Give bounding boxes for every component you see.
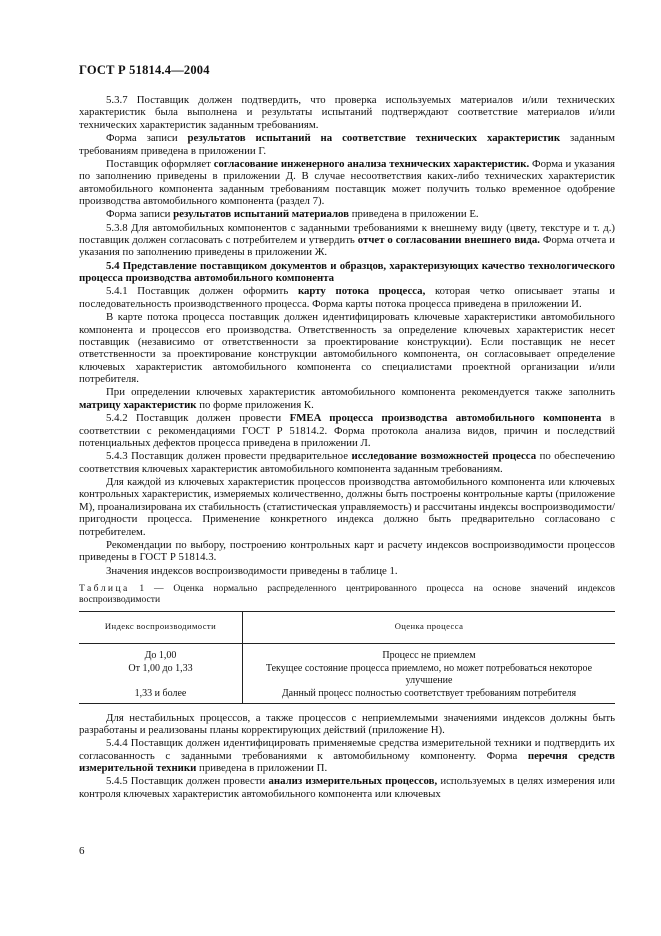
table-cell-index: До 1,00 [144, 649, 177, 661]
table-cell-index: 1,33 и более [79, 687, 243, 703]
paragraph-5-4-1: 5.4.1 Поставщик должен оформить карту потока процесса, которая четко описывает этапы и последовательность производственного процесса. Форма карты потока процесса приведена в приложении И. [79, 285, 615, 310]
paragraph-5-4-4: 5.4.4 Поставщик должен идентифицировать применяемые средства измерительной техники и подтвердить их согласованность с заданными требованиями к автомобильному компоненту. Форма перечня средств измерительной техники приведена в приложении П. [79, 737, 615, 775]
term-measuring-instruments-list: перечня средств измерительной техники [79, 749, 615, 775]
section-heading-5-4: 5.4 Представление поставщиком документов и образцов, характеризующих качество технологического процесса производства автомобильного компонента [79, 259, 615, 285]
table-cell-assessment: Данный процесс полностью соответствует требованиям потребителя [243, 687, 616, 703]
table-row [79, 643, 615, 662]
paragraph-recommendations: Рекомендации по выбору, построению контрольных карт и расчету индексов воспроизводимости процессов приведены в ГОСТ Р 51814.3. [79, 538, 615, 564]
paragraph-characteristics-matrix: При определении ключевых характеристик автомобильного компонента рекомендуется также заполнить матрицу характеристик по форме приложения К. [79, 386, 615, 411]
table-caption-text: 1 — Оценка нормально распределенного центрированного процесса на основе значений индексов воспроизводимости [79, 583, 615, 606]
paragraph-test-results-form: Форма записи результатов испытаний на соответствие технических характеристик заданным требованиям приведена в приложении Г. [79, 132, 615, 157]
post-table-text [79, 712, 615, 801]
term-engineering-approval: согласование инженерного анализа технических характеристик. [213, 157, 530, 170]
term-process-capability: исследование возможностей процесса [351, 450, 537, 463]
paragraph-table-reference: Значения индексов воспроизводимости приведены в таблице 1. [106, 564, 398, 577]
table-row [79, 687, 615, 703]
table-caption [79, 583, 615, 605]
document-header: ГОСТ Р 51814.4—2004 [79, 63, 210, 77]
term-measurement-analysis: анализ измерительных процессов, [268, 775, 438, 788]
page-number: 6 [79, 845, 85, 857]
paragraph-material-tests: Форма записи результатов испытаний материалов приведена в приложении Е. [106, 208, 479, 221]
term-process-fmea: FMEA процесса производства автомобильного компонента [289, 412, 602, 425]
table-cell-assessment: Текущее состояние процесса приемлемо, но может потребоваться некоторое улучшение [243, 662, 616, 687]
paragraph-5-4-3: 5.4.3 Поставщик должен провести предварительное исследование возможностей процесса по обеспечению соответствия ключевых характеристик автомобильного компонента заданным требованиям. [79, 450, 616, 475]
paragraph-engineering-approval: Поставщик оформляет согласование инженерного анализа технических характеристик. Форма и указания по заполнению приведены в приложении Д. В случае несоответствия каких-либо технических характеристик автомобильного компонента заданным требованиям поставщик может получить только временное одобрение производства автомобильного компонента (раздел 7). [79, 157, 615, 208]
table-header-index: Индекс воспроизводимости [79, 612, 243, 644]
table-header-assessment: Оценка процесса [243, 612, 616, 644]
table-cell-index: От 1,00 до 1,33 [128, 663, 193, 675]
document-body [79, 94, 615, 801]
paragraph-key-characteristics: В карте потока процесса поставщик должен идентифицировать ключевые характеристики автомобильного компонента и процессов его производства. Ответственность за определение ключевых характеристик несет поставщик (независимо от ответственности за проектирование конструкции). Если поставщик не несет ответственности за проектирование конструкции автомобильного компонента, он согласовывает определение ключевых характеристик автомобильного компонента со специалистами проектной организации и/или потребителя. [79, 311, 615, 386]
term-appearance-report: отчет о согласовании внешнего вида. [357, 234, 540, 247]
paragraph-control-charts: Для каждой из ключевых характеристик процессов производства автомобильного компонента или ключевых контрольных характеристик, измеряемых количественно, должны быть построены контрольные карты (приложение М), проанализирована их стабильность (статистическая управляемость) и рассчитаны индексы воспроизводимости/пригодности процесса. Применение конкретного индекса должно быть предварительно согласовано с потребителем. [79, 475, 615, 538]
paragraph-corrective-actions: Для нестабильных процессов, а также процессов с неприемлемыми значениями индексов должны быть разработаны и реализованы планы корректирующих действий (приложение Н). [79, 711, 615, 736]
paragraph-5-4-5: 5.4.5 Поставщик должен провести анализ измерительных процессов, используемых в целях измерения или контроля ключевых характеристик автомобильного компонента или ключевых [79, 775, 615, 800]
paragraph-5-3-7: 5.3.7 Поставщик должен подтвердить, что проверка используемых материалов и/или технических характеристик была выполнена и результаты испытаний подтверждают соответствие материалов и/или технических характеристик заданным требованиям. [79, 94, 615, 131]
table-caption-label: Таблица [79, 583, 130, 595]
paragraph-5-4-2: 5.4.2 Поставщик должен провести FMEA процесса производства автомобильного компонента в соответствии с рекомендациями ГОСТ Р 51814.2. Форма протокола анализа видов, причин и последствий потенциальных дефектов процесса приведена в приложении Л. [79, 412, 615, 449]
term-material-tests: результатов испытаний материалов [173, 208, 350, 221]
capability-table [79, 611, 615, 704]
table-cell-assessment: Процесс не приемлем [243, 643, 616, 662]
term-process-flow-chart: карту потока процесса, [297, 285, 426, 298]
table-row [79, 662, 615, 687]
paragraph-5-3-8: 5.3.8 Для автомобильных компонентов с заданными требованиями к внешнему виду (цвету, текстуре и т. д.) поставщик должен согласовать с потребителем и утвердить отчет о согласовании внешнего вида. Форма отчета и указания по заполнению приведены в приложении Ж. [79, 221, 615, 259]
term-characteristics-matrix: матрицу характеристик [79, 398, 197, 411]
term-test-results: результатов испытаний на соответствие технических характеристик [187, 132, 561, 145]
